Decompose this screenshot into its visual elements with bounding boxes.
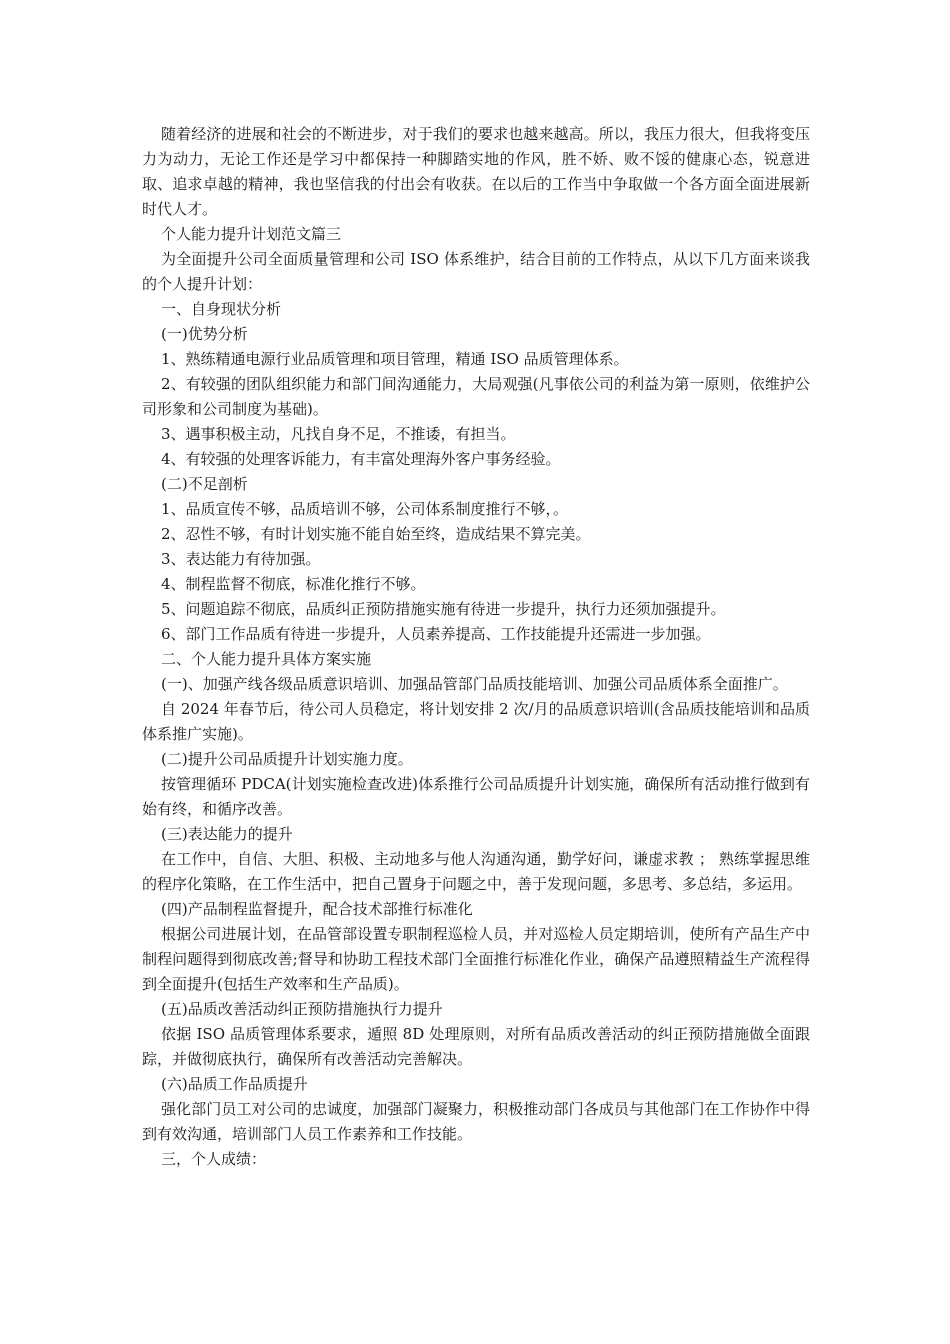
text-line: 4、有较强的处理客诉能力，有丰富处理海外客户事务经验。 (161, 450, 561, 468)
text-line: 3、表达能力有待加强。 (161, 550, 321, 568)
text-line: 5、问题追踪不彻底，品质纠正预防措施实施有待进一步提升，执行力还须加强提升。 (161, 600, 726, 618)
text-line: 三，个人成绩： (161, 1150, 267, 1168)
paragraph: 为全面提升公司全面质量管理和公司 ISO 体系维护，结合目前的工作特点，从以下几方面来谈我的个人提升计划： (142, 250, 810, 293)
paragraph: 自 2024 年春节后，待公司人员稳定，将计划安排 2 次/月的品质意识培训(含品质技能培训和品质体系推广实施)。 (142, 700, 810, 743)
text-line: 2、忍性不够，有时计划实施不能自始至终，造成结果不算完美。 (161, 525, 591, 543)
text-line: 1、熟练精通电源行业品质管理和项目管理，精通 ISO 品质管理体系。 (161, 350, 629, 368)
paragraph: 随着经济的进展和社会的不断进步，对于我们的要求也越来越高。所以，我压力很大，但我将变压力为动力，无论工作还是学习中都保持一种脚踏实地的作风，胜不娇、败不馁的健康心态，锐意进取、追求卓越的精神，我也坚信我的付出会有收获。在以后的工作当中争取做一个各方面全面进展新时代人才。 (142, 125, 810, 218)
paragraph: 根据公司进展计划，在品管部设置专职制程巡检人员，并对巡检人员定期培训，使所有产品生产中制程问题得到彻底改善;督导和协助工程技术部门全面推行标准化作业，确保产品遵照精益生产流程得到全面提升(包括生产效率和生产品质)。 (142, 925, 810, 993)
text-line: 个人能力提升计划范文篇三 (161, 225, 342, 243)
paragraph: 2、有较强的团队组织能力和部门间沟通能力，大局观强(凡事依公司的利益为第一原则，依维护公司形象和公司制度为基础)。 (142, 375, 810, 418)
paragraph: 在工作中，自信、大胆、积极、主动地多与他人沟通沟通，勤学好问，谦虚求教 ； 熟练掌握思维的程序化策略，在工作生活中，把自己置身于问题之中，善于发现问题，多思考、多总结，多运用。 (142, 850, 810, 893)
text-line: 1、品质宣传不够，品质培训不够，公司体系制度推行不够，。 (161, 500, 569, 518)
text-line: (六)品质工作品质提升 (161, 1075, 308, 1093)
document-body (142, 122, 810, 1172)
text-line: 一、自身现状分析 (161, 300, 282, 318)
text-line: (三)表达能力的提升 (161, 825, 293, 843)
paragraph: 依据 ISO 品质管理体系要求，遁照 8D 处理原则，对所有品质改善活动的纠正预防措施做全面跟踪，并做彻底执行，确保所有改善活动完善解决。 (142, 1025, 810, 1068)
text-line: (二)提升公司品质提升计划实施力度。 (161, 750, 413, 768)
paragraph: 强化部门员工对公司的忠诚度，加强部门凝聚力，积极推动部门各成员与其他部门在工作协作中得到有效沟通，培训部门人员工作素养和工作技能。 (142, 1100, 810, 1143)
paragraph: (一)、加强产线各级品质意识培训、加强品管部门品质技能培训、加强公司品质体系全面推广。 (161, 675, 788, 693)
text-line: 3、遇事积极主动，凡找自身不足，不推诿，有担当。 (161, 425, 516, 443)
text-line: 4、制程监督不彻底，标准化推行不够。 (161, 575, 426, 593)
text-line: 6、部门工作品质有待进一步提升，人员素养提高、工作技能提升还需进一步加强。 (161, 625, 711, 643)
paragraph: 按管理循环 PDCA(计划实施检查改进)体系推行公司品质提升计划实施，确保所有活动推行做到有始有终，和循序改善。 (142, 775, 810, 818)
text-line: (一)优势分析 (161, 325, 248, 343)
text-line: (二)不足剖析 (161, 475, 248, 493)
text-line: (五)品质改善活动纠正预防措施执行力提升 (161, 1000, 443, 1018)
text-line: (四)产品制程监督提升，配合技术部推行标准化 (161, 900, 473, 918)
text-line: 二、个人能力提升具体方案实施 (161, 650, 372, 668)
